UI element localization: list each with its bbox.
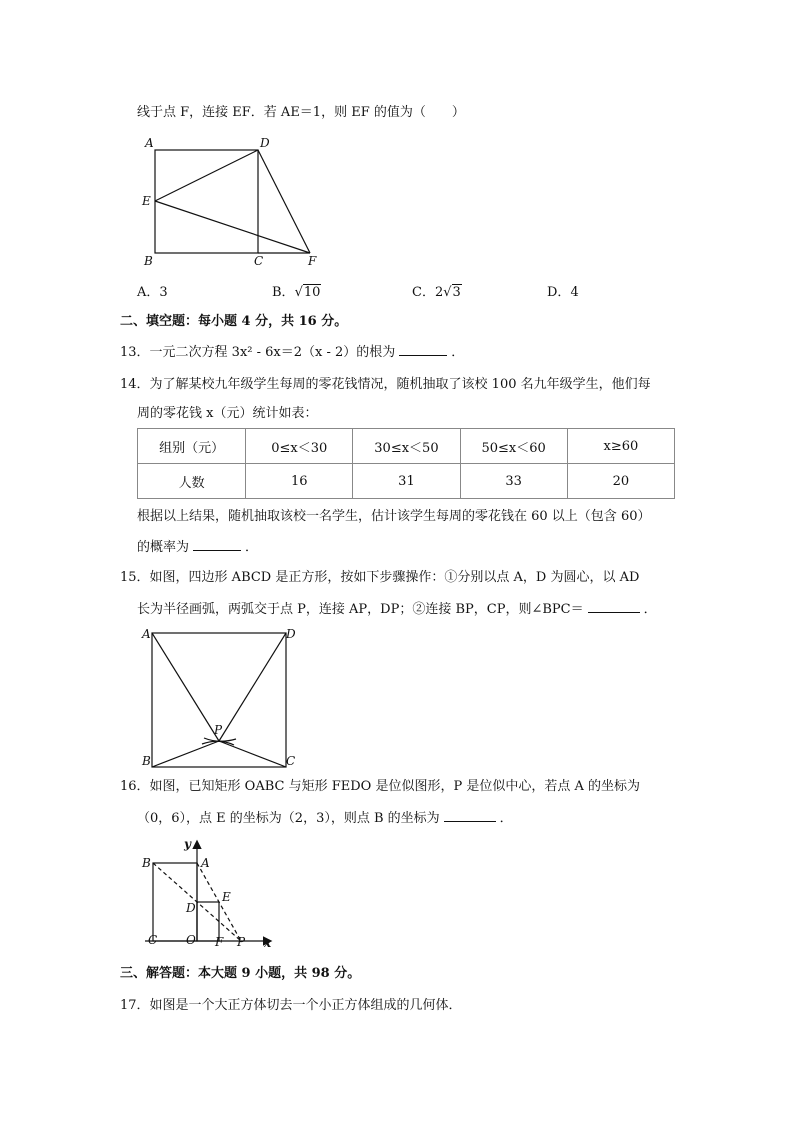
q16-line1: 16．如图，已知矩形 OABC 与矩形 FEDO 是位似图形，P 是位似中心，若点 A 的坐标为 [120, 779, 640, 794]
answer-blank[interactable] [444, 809, 496, 822]
q12-segment-ef [155, 201, 310, 253]
table-cell: 20 [567, 464, 674, 499]
q12-segment-ed [155, 150, 258, 201]
label-p: P [237, 935, 246, 949]
label-a: A [145, 136, 154, 150]
label-b: B [144, 254, 153, 268]
q15-figure [140, 626, 320, 776]
table-row [138, 429, 675, 464]
q14-line1: 14．为了解某校九年级学生每周的零花钱情况，随机抽取了该校 100 名九年级学生，他们每 [120, 377, 651, 392]
label-o: O [186, 933, 196, 947]
label-f: F [308, 254, 317, 268]
table-cell: 人数 [138, 464, 246, 499]
label-x: x [264, 936, 272, 950]
label-a: A [142, 627, 151, 641]
q12-figure [140, 135, 340, 268]
label-y: y [184, 837, 191, 851]
q14-line3: 根据以上结果，随机抽取该校一名学生，估计该学生每周的零花钱在 60 以上（包含 60） [137, 509, 651, 524]
q12-square [155, 150, 258, 253]
q15-segment-ap [152, 633, 219, 741]
q12-text: 线于点 F，连接 EF．若 AE＝1，则 EF 的值为（ ） [137, 105, 465, 120]
table-row [138, 464, 675, 499]
label-d: D [186, 901, 196, 915]
choice-a: A．3 [137, 285, 168, 300]
sqrt-symbol: √3 [443, 285, 461, 300]
q16-figure [140, 834, 300, 954]
table-cell: 16 [246, 464, 353, 499]
label-c: C [148, 933, 158, 947]
label-b: B [142, 754, 151, 768]
q14-line2: 周的零花钱 x（元）统计如表： [137, 406, 318, 421]
label-f: F [215, 935, 224, 949]
label-d: D [260, 136, 270, 150]
table-header-cell: 0≤x＜30 [246, 429, 353, 464]
label-a: A [201, 856, 210, 870]
label-b: B [142, 856, 151, 870]
q15-line2: 长为半径画弧，两弧交于点 P，连接 AP，DP；②连接 BP，CP，则∠BPC＝ ． [137, 602, 657, 617]
q15-square [152, 633, 286, 767]
q16-line2: （0，6），点 E 的坐标为（2，3），则点 B 的坐标为 ． [137, 811, 513, 826]
answer-blank[interactable] [399, 343, 447, 356]
q14-line4: 的概率为 ． [137, 540, 259, 555]
q15-line1: 15．如图，四边形 ABCD 是正方形，按如下步骤操作：①分别以点 A，D 为圆心，以 AD [120, 570, 640, 585]
label-c: C [286, 754, 296, 768]
table-cell: 33 [460, 464, 567, 499]
section3-heading: 三、解答题：本大题 9 小题，共 98 分。 [120, 966, 361, 981]
label-e: E [142, 194, 151, 208]
table-header-cell: x≥60 [567, 429, 674, 464]
q13: 13．一元二次方程 3x² - 6x＝2（x - 2）的根为 ． [120, 345, 465, 360]
q17: 17．如图是一个大正方体切去一个小正方体组成的几何体． [120, 998, 462, 1013]
frequency-table [137, 428, 675, 499]
choice-c: C．2√3 [412, 285, 461, 300]
section2-heading: 二、填空题：每小题 4 分，共 16 分。 [120, 314, 348, 329]
answer-blank[interactable] [588, 600, 640, 613]
table-header-cell: 30≤x＜50 [353, 429, 460, 464]
choice-d: D．4 [547, 285, 579, 300]
q15-segment-bp [152, 741, 219, 767]
label-c: C [254, 254, 264, 268]
q15-segment-dp [219, 633, 286, 741]
q15-segment-cp [219, 741, 286, 767]
table-header-cell: 组别（元） [138, 429, 246, 464]
choice-b: B．√10 [272, 285, 321, 300]
table-cell: 31 [353, 464, 460, 499]
table-header-cell: 50≤x＜60 [460, 429, 567, 464]
label-d: D [286, 627, 296, 641]
sqrt-symbol: √10 [294, 285, 321, 300]
answer-blank[interactable] [193, 538, 241, 551]
label-p: P [214, 723, 223, 737]
label-e: E [222, 890, 231, 904]
